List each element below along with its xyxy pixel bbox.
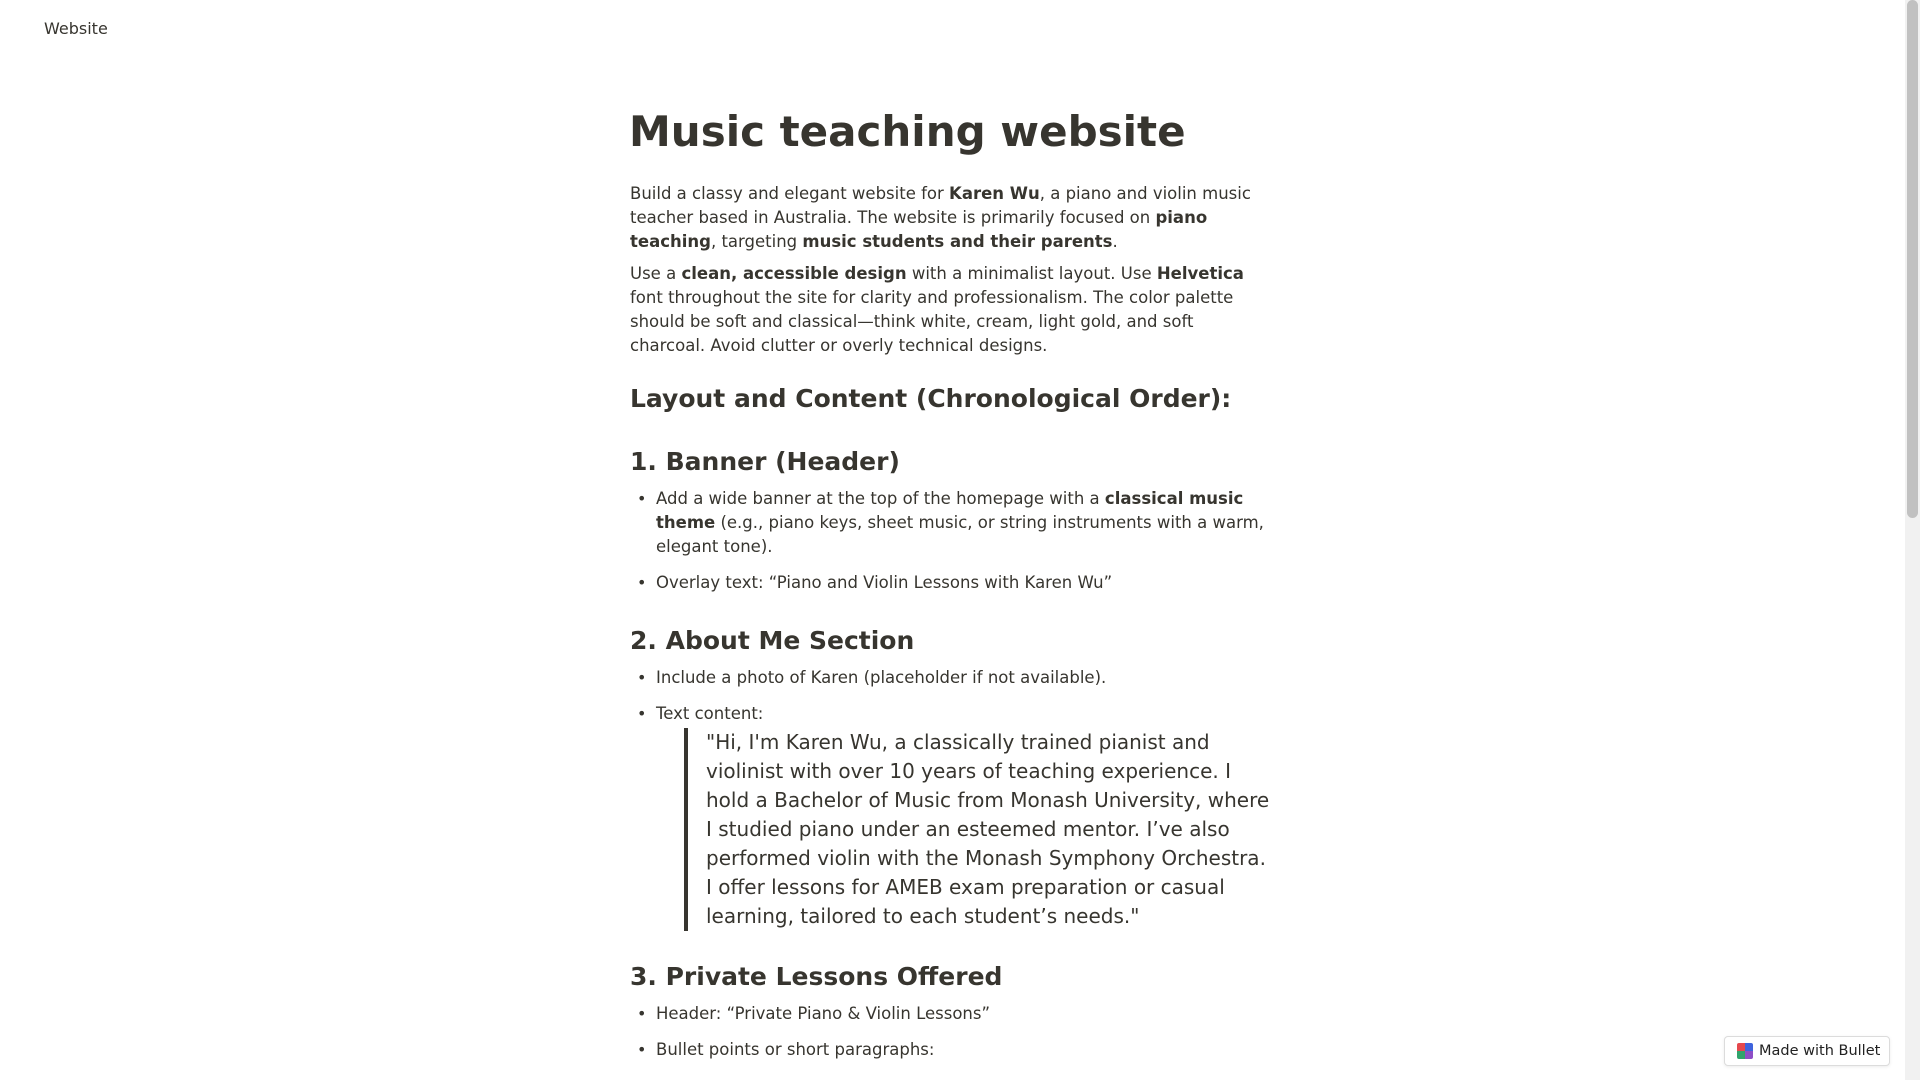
top-bar: [0, 0, 1905, 60]
logo-blue-square: [1745, 1043, 1753, 1051]
intro-paragraph-1: Build a classy and elegant website for Karen Wu, a piano and violin music teacher based in Australia. The website is primarily focused on piano teaching, targeting music students and their parents.: [630, 184, 1251, 251]
logo-green-square: [1737, 1051, 1745, 1059]
badge-label: Made with Bullet: [1759, 1043, 1881, 1059]
banner-list: [630, 487, 1270, 595]
list-item: • Text content: "Hi, I'm Karen Wu, a classically trained pianist and violinist with over 10 years of teaching experience. I hold a Bachelor of Music from Monash University, where I studied piano under an esteemed mentor. I’ve also performed violin with the Monash Symphony Orchestra. I offer lessons for AMEB exam preparation or casual learning, tailored to each student’s needs.": [630, 702, 1270, 931]
logo-purple-square: [1745, 1051, 1753, 1059]
main-content: [630, 104, 1270, 1074]
about-section-heading: 2. About Me Section: [630, 626, 915, 655]
website-link[interactable]: Website: [44, 19, 108, 38]
list-item: • Add a wide banner at the top of the homepage with a classical music theme (e.g., piano keys, sheet music, or string instruments with a warm, elegant tone).: [630, 487, 1270, 559]
lessons-section-heading: 3. Private Lessons Offered: [630, 962, 1003, 991]
list-item: • Overlay text: “Piano and Violin Lessons with Karen Wu”: [630, 571, 1270, 595]
intro-paragraph-2: Use a clean, accessible design with a minimalist layout. Use Helvetica font throughout the site for clarity and professionalism. The color palette should be soft and classical—think white, cream, light gold, and soft charcoal. Avoid clutter or overly technical designs.: [630, 264, 1244, 355]
layout-heading: Layout and Content (Chronological Order):: [630, 384, 1232, 413]
banner-section-heading: 1. Banner (Header): [630, 447, 900, 476]
page-title: Music teaching website: [629, 107, 1186, 156]
about-list: [630, 666, 1270, 931]
list-item: • Include a photo of Karen (placeholder if not available).: [630, 666, 1270, 690]
logo-red-square: [1737, 1043, 1745, 1051]
made-with-bullet-badge[interactable]: [1724, 1036, 1890, 1066]
list-item: • Header: “Private Piano & Violin Lessons”: [630, 1002, 1270, 1026]
about-quote: "Hi, I'm Karen Wu, a classically trained pianist and violinist with over 10 years of teaching experience. I hold a Bachelor of Music from Monash University, where I studied piano under an esteemed mentor. I’ve also performed violin with the Monash Symphony Orchestra. I offer lessons for AMEB exam preparation or casual learning, tailored to each student’s needs.": [684, 728, 1270, 931]
list-item: • Bullet points or short paragraphs:: [630, 1038, 1270, 1062]
bullet-logo-icon: [1737, 1043, 1753, 1059]
lessons-list: [630, 1002, 1270, 1062]
vertical-scrollbar[interactable]: [1905, 0, 1920, 1080]
scrollbar-thumb[interactable]: [1907, 0, 1918, 518]
